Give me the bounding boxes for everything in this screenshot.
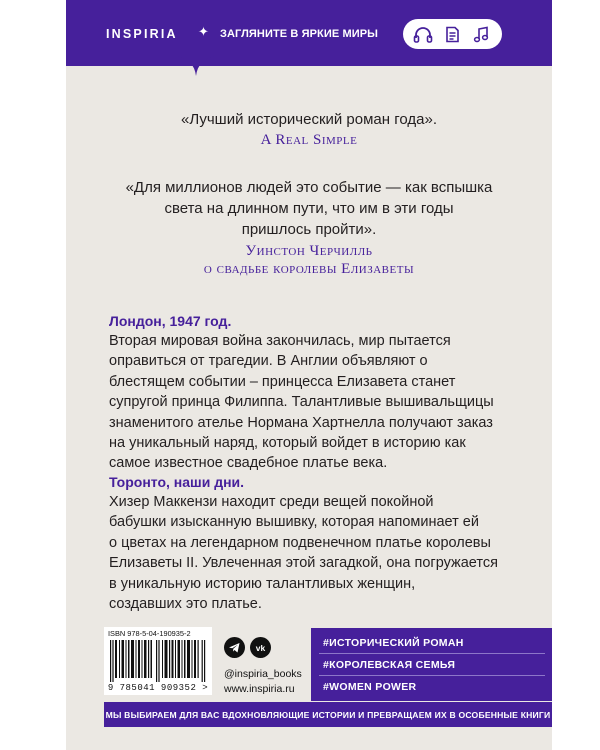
telegram-icon[interactable] (224, 637, 245, 658)
brand-logo: INSPIRIA (106, 27, 178, 41)
header-band (66, 0, 552, 66)
format-icons (403, 19, 502, 49)
hashtag-item: #ИСТОРИЧЕСКИЙ РОМАН (323, 637, 464, 649)
book-back-cover (66, 0, 552, 750)
divider (319, 675, 545, 676)
quote-2-line-1: «Для миллионов людей это событие — как вспышка (125, 179, 493, 196)
text-line: в уникальную историю талантливых женщин, (109, 575, 416, 592)
section-2-paragraph (109, 492, 519, 614)
barcode-number: 9 785041 909352 > (107, 683, 209, 693)
sparkle-icon: ✦ (198, 24, 209, 39)
text-line: о цветах на легендарном подвенечном платье королевы (109, 534, 491, 551)
footer-slogan: МЫ ВЫБИРАЕМ ДЛЯ ВАС ВДОХНОВЛЯЮЩИЕ ИСТОРИИ И ПРЕВРАЩАЕМ ИХ В ОСОБЕННЫЕ КНИГИ (105, 710, 551, 720)
svg-text:vk: vk (255, 643, 266, 653)
text-line: на уникальный наряд, который войдет в историю как (109, 435, 466, 452)
quote-1-text: «Лучший исторический роман года». (181, 111, 437, 128)
audio-book-icon (413, 26, 433, 43)
text-line: блестящем событии – принцесса Елизавета станет (109, 373, 456, 390)
footer-band (104, 702, 552, 727)
hashtag-panel (311, 628, 552, 701)
text-line: знаменитого ателье Нормана Хартнелла получают заказ (109, 414, 493, 431)
text-line: Вторая мировая война закончилась, мир пытается (109, 333, 451, 349)
text-line: бабушки изысканную вышивку, которая напоминает ей (109, 514, 479, 531)
document-icon (444, 26, 461, 43)
text-line: супругой принца Филиппа. Талантливые вышивальщицы (109, 394, 494, 411)
section-1-paragraph (109, 331, 519, 474)
vk-icon[interactable] (250, 637, 271, 658)
music-note-icon (473, 26, 490, 43)
hashtag-item: #WOMEN POWER (323, 681, 417, 693)
barcode-block (104, 627, 212, 695)
text-line: самое известное свадебное платье века. (109, 455, 388, 472)
barcode-icon (110, 640, 206, 682)
hashtag-item: #КОРОЛЕВСКАЯ СЕМЬЯ (323, 659, 456, 671)
quote-1-source: A Real Simple (260, 132, 358, 148)
quote-2-line-3: пришлось пройти». (241, 221, 377, 238)
quote-2-source-line-1: Уинстон Черчилль (245, 243, 373, 259)
text-line: оправиться от трагедии. В Англии объявляют о (109, 353, 428, 370)
text-line: создавших это платье. (109, 596, 262, 613)
header-tagline: ЗАГЛЯНИТЕ В ЯРКИЕ МИРЫ (220, 28, 379, 40)
section-1-heading: Лондон, 1947 год. (109, 313, 232, 329)
text-line: Хизер Маккензи находит среди вещей покойной (109, 494, 434, 510)
text-line: Елизаветы II. Увлеченная этой загадкой, она погружается (109, 555, 498, 572)
quote-2-source-line-2: о свадьбе королевы Елизаветы (203, 261, 415, 277)
social-handle[interactable]: @inspiria_books (224, 668, 302, 680)
isbn-number: ISBN 978-5-04-190935-2 (108, 629, 191, 638)
quote-2-line-2: света на длинном пути, что им в эти годы (164, 200, 454, 217)
header-notch (176, 56, 216, 76)
section-2-heading: Торонто, наши дни. (109, 474, 245, 490)
divider (319, 653, 545, 654)
website-link[interactable]: www.inspiria.ru (224, 683, 295, 695)
